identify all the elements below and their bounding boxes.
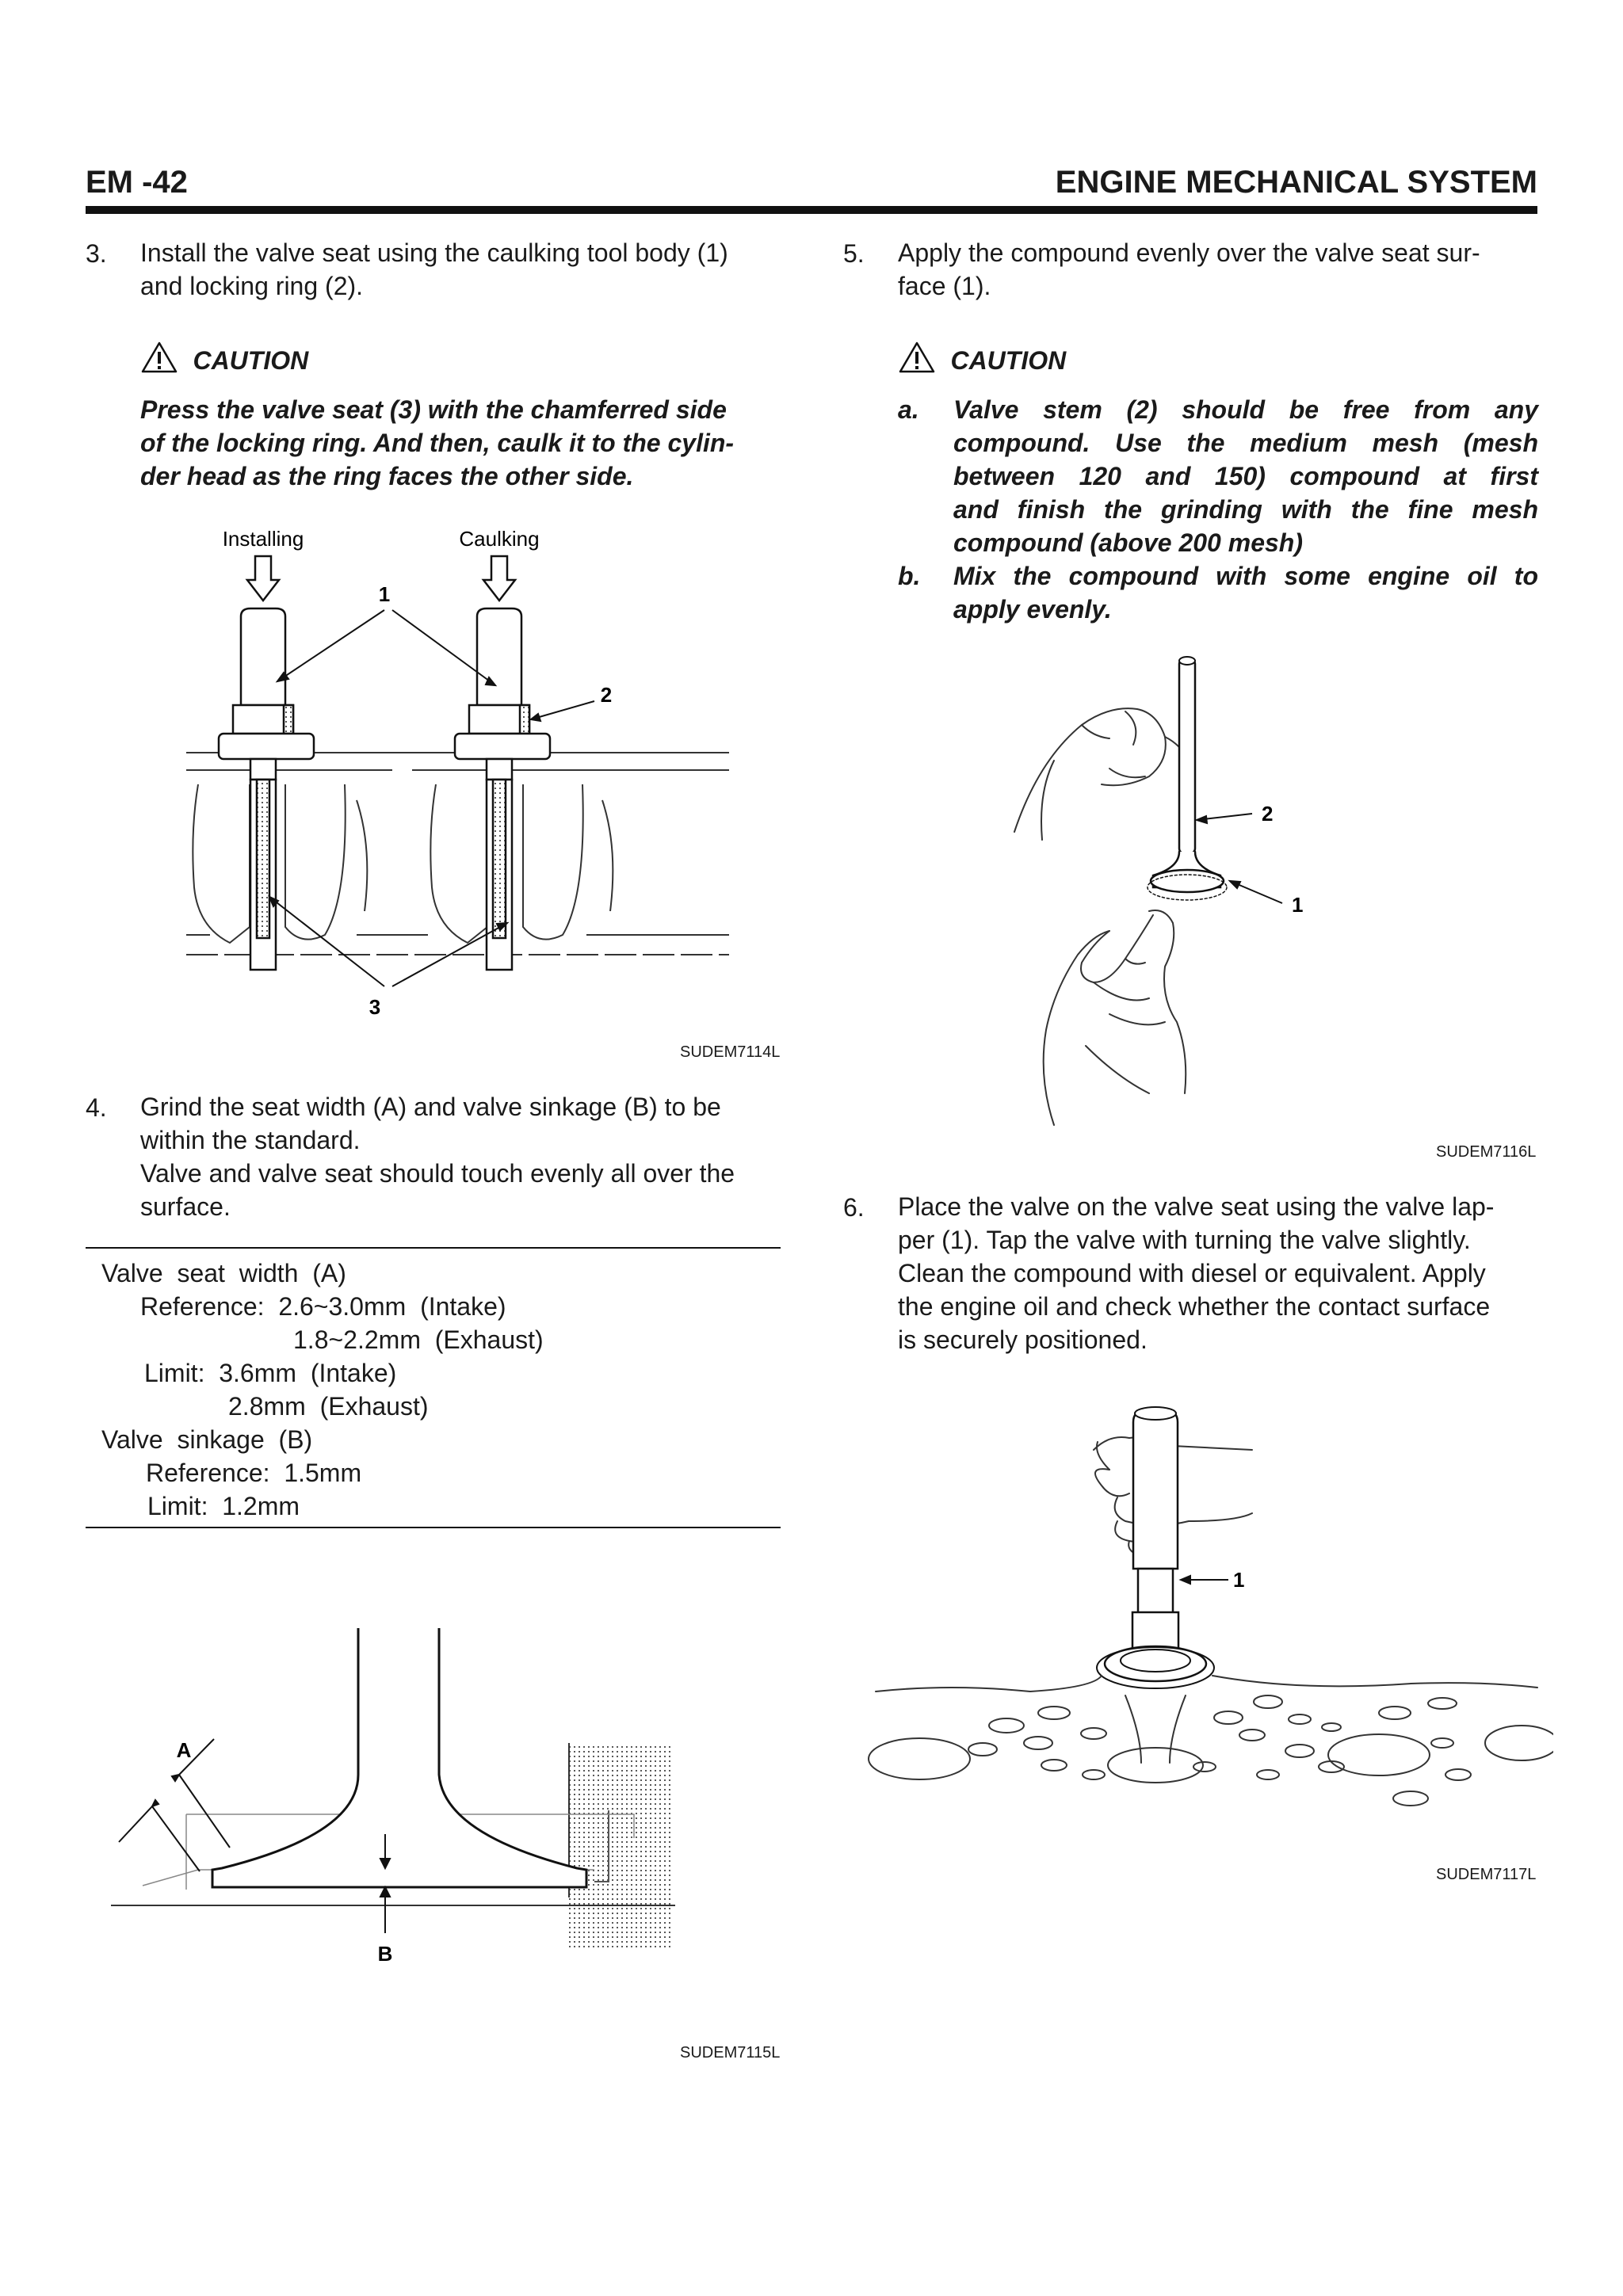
page-number: EM -42: [86, 165, 188, 200]
compound-application-figure: [1006, 650, 1323, 1133]
spec-seat-width-limit-exhaust: 2.8mm (Exhaust): [228, 1392, 429, 1421]
caution-heading-right: [898, 341, 1066, 376]
step-4-number: 4.: [86, 1093, 107, 1122]
spec-seat-width-label: Valve seat width (A): [101, 1259, 346, 1287]
spec-seat-width-reference-exhaust: 1.8~2.2mm (Exhaust): [293, 1325, 544, 1354]
caution-b-text: Mix the compound with some engine oil to apply evenly.: [953, 562, 1538, 624]
spec-seat-width-limit: Limit: 3.6mm (Intake): [144, 1359, 397, 1387]
callout-2: 2: [1262, 802, 1274, 826]
spec-sinkage-limit: Limit: 1.2mm: [147, 1492, 300, 1520]
label-b: B: [377, 1942, 393, 1966]
valve-lapper-figure: [856, 1402, 1553, 1830]
step-5-text: Apply the compound evenly over the valve seat sur- face (1).: [898, 238, 1480, 300]
caution-a-text: Valve stem (2) should be free from any compound. Use the medium mesh (mesh between 120 and 150) compound at first and finish the grinding with the fine mesh compound (above 200 mesh): [953, 395, 1538, 557]
callout-1: 1: [1233, 1568, 1245, 1592]
section-title: ENGINE MECHANICAL SYSTEM: [1055, 165, 1537, 200]
figure-code-7114: SUDEM7114L: [680, 1043, 781, 1061]
callout-3: 3: [369, 995, 381, 1019]
caution-title-right: CAUTION: [950, 346, 1067, 375]
step-3-text: Install the valve seat using the caulking tool body (1) and locking ring (2).: [140, 238, 728, 300]
callout-1: 1: [1292, 893, 1304, 917]
spec-sinkage-reference: Reference: 1.5mm: [146, 1459, 362, 1487]
figure-code-7115: SUDEM7115L: [680, 2044, 781, 2061]
step-4-text: Grind the seat width (A) and valve sinkage (B) to be within the standard. Valve and valve seat should touch evenly all over the surface.: [140, 1093, 735, 1221]
label-caulking: Caulking: [459, 527, 540, 551]
step-6-text: Place the valve on the valve seat using the valve lap- per (1). Tap the valve with turning the valve slightly. Clean the compound with diesel or equivalent. Apply the engine oil and check whether the contact surface is securely positioned.: [898, 1192, 1495, 1354]
caution-a-label: a.: [898, 395, 919, 424]
callout-2: 2: [600, 683, 613, 707]
warning-triangle-icon: [140, 341, 178, 374]
warning-triangle-icon: [898, 341, 936, 374]
caution-title: CAUTION: [193, 346, 309, 375]
spec-sinkage-label: Valve sinkage (B): [101, 1425, 313, 1454]
installing-caulking-figure: [174, 515, 745, 1030]
step-3-number: 3.: [86, 239, 107, 268]
figure-code-7117: SUDEM7117L: [1436, 1866, 1537, 1883]
caution-b-label: b.: [898, 562, 921, 590]
spec-seat-width-reference: Reference: 2.6~3.0mm (Intake): [140, 1292, 506, 1321]
caution-heading: [140, 341, 308, 376]
label-installing: Installing: [222, 527, 304, 551]
figure-code-7116: SUDEM7116L: [1436, 1143, 1537, 1161]
header-rule: [86, 206, 1537, 214]
label-a: A: [176, 1738, 192, 1762]
step-6-number: 6.: [843, 1193, 865, 1222]
spec-top-rule: [86, 1247, 781, 1249]
spec-bottom-rule: [86, 1527, 781, 1528]
seat-width-sinkage-figure: [111, 1616, 697, 1981]
step-5-number: 5.: [843, 239, 865, 268]
caution-text: Press the valve seat (3) with the chamferred side of the locking ring. And then, caulk it to the cylin- der head as the ring faces the other side.: [140, 395, 735, 490]
callout-1: 1: [378, 582, 391, 606]
